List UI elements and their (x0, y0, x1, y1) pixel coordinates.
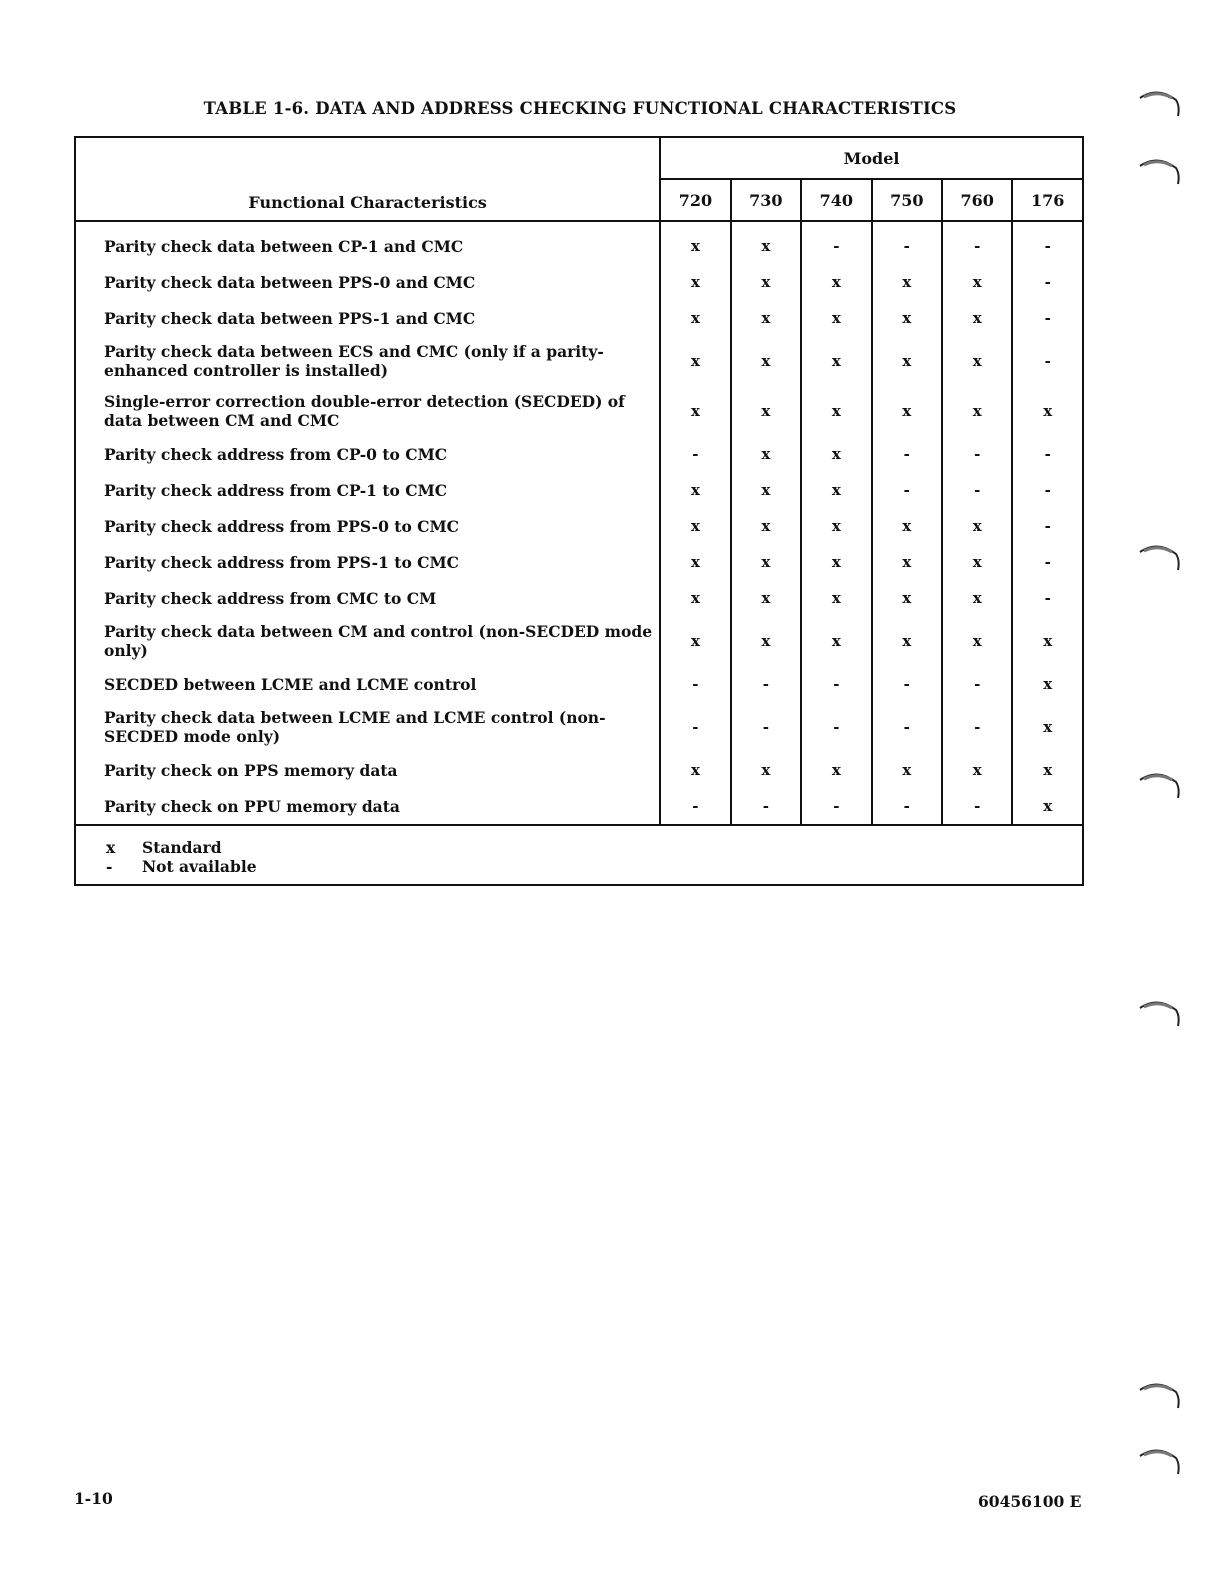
model-720-cell: x (660, 472, 730, 508)
row-label: Parity check address from CP-1 to CMC (75, 472, 660, 508)
table-row (75, 788, 1083, 825)
model-740-cell: x (801, 436, 871, 472)
binder-hole-icon (1138, 1378, 1182, 1412)
model-750-cell: x (872, 264, 942, 300)
model-720-cell: - (660, 436, 730, 472)
binder-hole-icon (1138, 86, 1182, 120)
table-row (75, 666, 1083, 702)
model-750-cell: x (872, 336, 942, 386)
legend-symbol: - (106, 857, 113, 876)
model-760-cell: x (942, 616, 1012, 666)
table-row (75, 221, 1083, 264)
model-740-cell: x (801, 386, 871, 436)
page-number: 1-10 (74, 1489, 113, 1508)
row-label: Parity check data between LCME and LCME control (non-SECDED mode only) (75, 702, 660, 752)
table-row (75, 336, 1083, 386)
model-740-cell: x (801, 616, 871, 666)
row-label: Parity check on PPU memory data (75, 788, 660, 825)
model-740-cell: x (801, 336, 871, 386)
model-750-cell: - (872, 788, 942, 825)
model-760-cell: - (942, 788, 1012, 825)
model-730-cell: x (731, 336, 801, 386)
model-760-cell: - (942, 666, 1012, 702)
model-740-cell: - (801, 221, 871, 264)
binder-hole-icon (1138, 768, 1182, 802)
model-720-cell: - (660, 666, 730, 702)
row-label: Parity check on PPS memory data (75, 752, 660, 788)
legend-symbol: x (106, 838, 116, 857)
legend (75, 825, 1083, 885)
model-176-cell: x (1043, 632, 1053, 650)
model-720-cell: x (660, 544, 730, 580)
table-row (75, 264, 1083, 300)
model-750-cell: - (872, 702, 942, 752)
model-176-cell: - (1044, 352, 1051, 370)
model-720-cell: x (660, 300, 730, 336)
model-730-cell: x (731, 472, 801, 508)
table-title: TABLE 1-6. DATA AND ADDRESS CHECKING FUNCTIONAL CHARACTERISTICS (203, 99, 957, 118)
row-label: Parity check address from CP-0 to CMC (75, 436, 660, 472)
model-730-cell: - (731, 666, 801, 702)
table-row (75, 386, 1083, 436)
model-720-cell: x (660, 580, 730, 616)
model-730-cell: - (731, 702, 801, 752)
model-176-cell: - (1044, 553, 1051, 571)
model-740-cell: - (801, 702, 871, 752)
model-720-cell: x (660, 264, 730, 300)
table-row (75, 616, 1083, 666)
model-720-cell: x (660, 386, 730, 436)
table-row (75, 702, 1083, 752)
model-740-cell: x (801, 300, 871, 336)
model-730-cell: x (731, 300, 801, 336)
model-720-cell: x (660, 336, 730, 386)
model-760-cell: x (942, 336, 1012, 386)
model-750-cell: x (872, 508, 942, 544)
model-740-cell: x (801, 544, 871, 580)
model-730-cell: x (731, 221, 801, 264)
model-760-cell: x (942, 508, 1012, 544)
table-row (75, 752, 1083, 788)
model-176-cell: x (1043, 675, 1053, 693)
functional-characteristics-header: Functional Characteristics (75, 137, 660, 221)
model-176-cell: x (1043, 761, 1053, 779)
model-header-176: 176 (1012, 179, 1083, 221)
table-row (75, 580, 1083, 616)
model-760-cell: x (942, 580, 1012, 616)
model-header-740: 740 (801, 179, 871, 221)
row-label: Parity check data between PPS-1 and CMC (75, 300, 660, 336)
model-750-cell: x (872, 544, 942, 580)
model-740-cell: x (801, 752, 871, 788)
table-row (75, 508, 1083, 544)
model-750-cell: - (872, 472, 942, 508)
model-176-cell: - (1044, 309, 1051, 327)
model-720-cell: x (660, 752, 730, 788)
table-body (75, 221, 1083, 825)
table-row (75, 472, 1083, 508)
binder-hole-icon (1138, 154, 1182, 188)
row-label: Single-error correction double-error detection (SECDED) of data between CM and CMC (75, 386, 660, 436)
model-760-cell: - (942, 472, 1012, 508)
model-730-cell: x (731, 752, 801, 788)
row-label: Parity check address from PPS-1 to CMC (75, 544, 660, 580)
characteristics-table (74, 136, 1084, 886)
model-176-cell: x (1043, 402, 1053, 420)
model-760-cell: x (942, 300, 1012, 336)
binder-hole-icon (1138, 540, 1182, 574)
model-760-cell: - (942, 436, 1012, 472)
row-label: Parity check data between CP-1 and CMC (75, 221, 660, 264)
model-760-cell: x (942, 386, 1012, 436)
legend-item-not-available (106, 857, 1082, 876)
model-176-cell: x (1043, 797, 1053, 815)
model-header-750: 750 (872, 179, 942, 221)
model-730-cell: - (731, 788, 801, 825)
model-750-cell: - (872, 436, 942, 472)
model-750-cell: - (872, 666, 942, 702)
table-row (75, 544, 1083, 580)
model-header-760: 760 (942, 179, 1012, 221)
model-750-cell: - (872, 221, 942, 264)
model-760-cell: - (942, 221, 1012, 264)
model-740-cell: x (801, 264, 871, 300)
row-label: Parity check address from PPS-0 to CMC (75, 508, 660, 544)
model-730-cell: x (731, 544, 801, 580)
binder-hole-icon (1138, 1444, 1182, 1478)
model-740-cell: - (801, 666, 871, 702)
model-176-cell: x (1043, 718, 1053, 736)
model-730-cell: x (731, 386, 801, 436)
model-740-cell: x (801, 472, 871, 508)
model-176-cell: - (1044, 589, 1051, 607)
model-720-cell: - (660, 702, 730, 752)
model-750-cell: x (872, 300, 942, 336)
model-730-cell: x (731, 264, 801, 300)
model-750-cell: x (872, 616, 942, 666)
model-720-cell: x (660, 616, 730, 666)
model-176-cell: - (1044, 481, 1051, 499)
model-760-cell: x (942, 264, 1012, 300)
model-720-cell: - (660, 788, 730, 825)
binder-hole-icon (1138, 996, 1182, 1030)
row-label: Parity check address from CMC to CM (75, 580, 660, 616)
model-176-cell: - (1044, 517, 1051, 535)
legend-meaning: Standard (142, 838, 222, 857)
model-group-header: Model (660, 137, 1083, 179)
row-label: Parity check data between ECS and CMC (only if a parity-enhanced controller is installed) (75, 336, 660, 386)
legend-meaning: Not available (142, 857, 257, 876)
table-row (75, 436, 1083, 472)
model-760-cell: - (942, 702, 1012, 752)
model-760-cell: x (942, 752, 1012, 788)
model-750-cell: x (872, 386, 942, 436)
model-760-cell: x (942, 544, 1012, 580)
model-750-cell: x (872, 752, 942, 788)
model-730-cell: x (731, 616, 801, 666)
model-720-cell: x (660, 508, 730, 544)
model-750-cell: x (872, 580, 942, 616)
model-header-730: 730 (731, 179, 801, 221)
model-730-cell: x (731, 580, 801, 616)
row-label: SECDED between LCME and LCME control (75, 666, 660, 702)
table-row (75, 300, 1083, 336)
model-740-cell: x (801, 580, 871, 616)
model-header-720: 720 (660, 179, 730, 221)
model-740-cell: - (801, 788, 871, 825)
model-176-cell: - (1044, 445, 1051, 463)
document-number: 60456100 E (978, 1492, 1082, 1511)
model-730-cell: x (731, 436, 801, 472)
row-label: Parity check data between CM and control (non-SECDED mode only) (75, 616, 660, 666)
model-176-cell: - (1044, 273, 1051, 291)
model-176-cell: - (1044, 237, 1051, 255)
model-730-cell: x (731, 508, 801, 544)
legend-item-standard (106, 838, 1082, 857)
model-720-cell: x (660, 221, 730, 264)
row-label: Parity check data between PPS-0 and CMC (75, 264, 660, 300)
model-740-cell: x (801, 508, 871, 544)
